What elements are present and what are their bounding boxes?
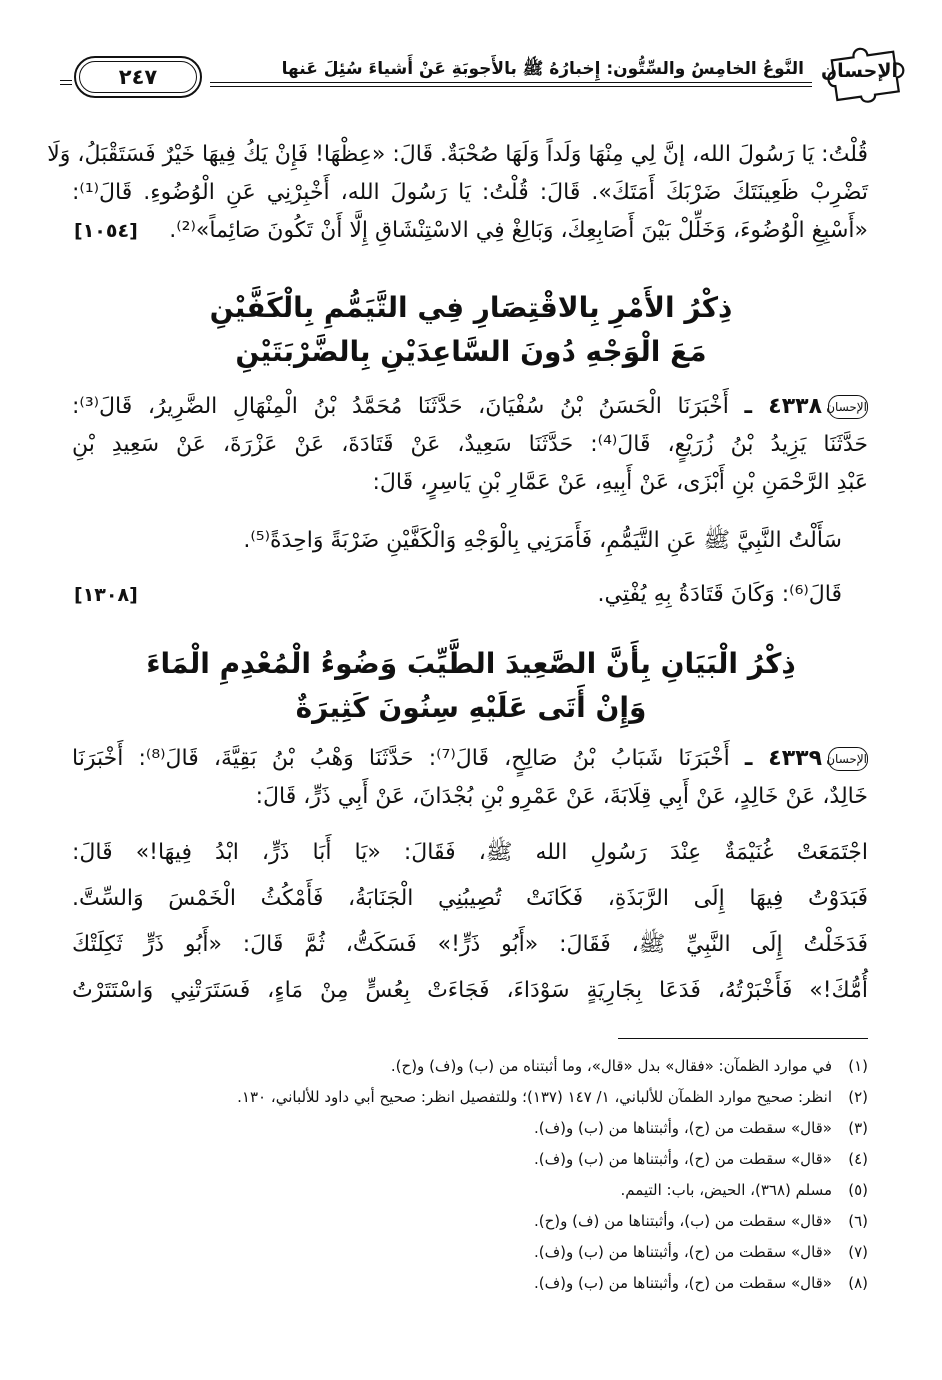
footnote-number: (٦) (848, 1212, 868, 1230)
chapter-heading: ذِكْرُ الأَمْرِ بِالاقْتِصَارِ فِي التَّيَمُّمِ بِالْكَفَّيْنِ (209, 291, 733, 324)
footnote-text: «قال» سقطت من (ح)، وأثبتناها من (ب) و(ف). (533, 1274, 832, 1292)
text-line: حَدَّثَنَا يَزِيدُ بْنُ زُرَيْعٍ، قَالَ⁽⁴⁾: حَدَّثَنَا سَعِيدٌ، عَنْ قَتَادَةَ، عَنْ عَزْرَةَ، عَنْ سَعِيدِ بْنِ (72, 432, 868, 457)
footnote (74, 1273, 868, 1293)
text-line: اجْتَمَعَتْ غُنَيْمَةٌ عِنْدَ رَسُولِ الله ﷺ، فَقَالَ: «يَا أَبَا ذَرٍّ، ابْدُ فِيهَا!» قَالَ: (72, 840, 868, 865)
page-number-frame (74, 56, 202, 98)
chapter-heading: مَعَ الْوَجْهِ دُونَ السَّاعِدَيْنِ بِالضَّرْبَتَيْنِ (235, 335, 707, 368)
footnote (74, 1087, 868, 1107)
footnote-number: (٤) (848, 1150, 868, 1168)
footnote-number: (١) (848, 1057, 868, 1075)
footnote-text: «قال» سقطت من (ح)، وأثبتناها من (ب) و(ف). (533, 1150, 832, 1168)
chapter-heading: وَإِنْ أَتَى عَلَيْهِ سِنُونَ كَثِيرَةٌ (295, 691, 647, 724)
footnote-number: (٧) (848, 1243, 868, 1261)
text-line: عَبْدِ الرَّحْمَنِ بْنِ أَبْزَى، عَنْ أَبِيهِ، عَنْ عَمَّارِ بْنِ يَاسِرٍ، قَالَ: (372, 470, 868, 495)
hadith-text: أَخْبَرَنَا الْحَسَنُ بْنُ سُفْيَانَ، حَدَّثَنَا مُحَمَّدُ بْنُ الْمِنْهَالِ الضَّرِيرُ، قَالَ⁽³⁾: (72, 394, 729, 419)
footnote-text: في موارد الظمآن: «فقال» بدل «قال»، وما أثبتناه من (ب) و(ف) و(ح). (390, 1057, 832, 1075)
footnote-number: (٢) (848, 1088, 868, 1106)
hadith-line (72, 744, 868, 774)
page-header (60, 42, 912, 106)
footnote-text: «قال» سقطت من (ب)، وأثبتناها من (ف) و(ح). (533, 1212, 832, 1230)
hadith-text: أَخْبَرَنَا شَبَابُ بْنُ صَالِحٍ، قَالَ⁽⁷⁾: حَدَّثَنَا وَهْبُ بْنُ بَقِيَّةَ، قَالَ⁽⁸⁾: أَخْبَرَنَا (72, 746, 730, 771)
section-label: الإحسان (820, 60, 898, 82)
footnote-number: (٨) (848, 1274, 868, 1292)
hadith-number: ٤٣٣٨ ـ (744, 394, 822, 419)
text-line: سَأَلْتُ النَّبِيَّ ﷺ عَنِ التَّيَمُّمِ، فَأَمَرَنِي بِالْوَجْهِ وَالْكَفَّيْنِ ضَرْبَةً وَاحِدَةً⁽⁵⁾. (243, 528, 842, 553)
text-line: خَالِدٌ، عَنْ خَالِدٍ، عَنْ أَبِي قِلَابَةَ، عَنْ عَمْرِو بْنِ بُجْدَانَ، عَنْ أَبِي ذَرٍّ، قَالَ: (255, 784, 868, 809)
footnote-text: مسلم (٣٦٨)، الحيض، باب: التيمم. (620, 1181, 832, 1199)
header-rule-left (60, 80, 72, 85)
footnote (74, 1242, 868, 1262)
text-line: قُلْتُ: يَا رَسُولَ الله، إنَّ لِي مِنْهَا وَلَداً وَلَهَا صُحْبَةٌ. قَالَ: «عِظْهَا! فَإِنْ يَكُ فِيهَا خَيْرٌ فَسَتَقْبَلُ، وَلَا (47, 142, 868, 167)
hadith-badge: الإحسان (828, 395, 868, 419)
footnote-separator (618, 1038, 868, 1039)
text-line: «أَسْبِغِ الْوُضُوءَ، وَخَلِّلْ بَيْنَ أَصَابِعِكَ، وَبَالِغْ فِي الاسْتِنْشَاقِ إِلَّا أَنْ تَكُونَ صَائِماً»⁽²⁾. (169, 218, 868, 243)
hadith-line (72, 392, 868, 422)
footnote (74, 1118, 868, 1138)
footnote-text: «قال» سقطت من (ح)، وأثبتناها من (ب) و(ف). (533, 1243, 832, 1261)
footnote (74, 1211, 868, 1231)
text-line: تَضْرِبْ ظَعِينَتَكَ ضَرْبَكَ أَمَتَكَ». قَالَ: قُلْتُ: يَا رَسُولَ الله، أَخْبِرْنِي عَنِ الْوُضُوءِ. قَالَ⁽¹⁾: (72, 180, 868, 205)
hadith-reference: [١٠٥٤] (74, 220, 138, 242)
text-line: قَالَ⁽⁶⁾: وَكَانَ قَتَادَةُ بِهِ يُفْتِي. (597, 582, 842, 607)
hadith-badge: الإحسان (828, 747, 868, 771)
footnote-text: انظر: صحيح موارد الظمآن للألباني، ١/ ١٤٧ (١٣٧)؛ وللتفصيل انظر: صحيح أبي داود للألباني، ١٣٠. (237, 1088, 832, 1106)
text-line: فَدَخَلْتُ إِلَى النَّبِيِّ ﷺ، فَقَالَ: «أَبُو ذَرٍّ!» فَسَكَتُّ، ثُمَّ قَالَ: «أَبُو ذَرٍّ ثَكِلَتْكَ (72, 932, 868, 957)
chapter-heading: ذِكْرُ الْبَيَانِ بِأَنَّ الصَّعِيدَ الطَّيِّبَ وَضُوءُ الْمُعْدِمِ الْمَاءَ (146, 647, 796, 680)
running-title: النَّوعُ الخامِسُ والسِّتُّون: إِخبارُهُ ﷺ بالأَجوبَةِ عَنْ أَشياءَ سُئِلَ عَنها (281, 59, 804, 79)
footnote (74, 1056, 868, 1076)
footnote (74, 1149, 868, 1169)
footnote-text: «قال» سقطت من (ح)، وأثبتناها من (ب) و(ف). (533, 1119, 832, 1137)
footnote-number: (٥) (848, 1181, 868, 1199)
page-number: ٢٤٧ (118, 65, 158, 89)
footnote (74, 1180, 868, 1200)
footnote-number: (٣) (848, 1119, 868, 1137)
text-line: أُمُّكَ!» فَأَخْبَرْتُهُ، فَدَعَا بِجَارِيَةٍ سَوْدَاءَ، فَجَاءَتْ بِعُسٍّ مِنْ مَاءٍ، فَسَتَرَتْنِي وَاسْتَتَرْتُ (72, 978, 868, 1003)
hadith-number: ٤٣٣٩ ـ (744, 746, 823, 771)
header-rule (210, 82, 812, 87)
hadith-reference: [١٣٠٨] (74, 584, 138, 606)
text-line: فَبَدَوْتُ فِيهَا إِلَى الرَّبَذَةِ، فَكَانَتْ تُصِيبُنِي الْجَنَابَةُ، فَأَمْكُثُ الْخَمْسَ وَالسِّتَّ. (72, 886, 868, 911)
